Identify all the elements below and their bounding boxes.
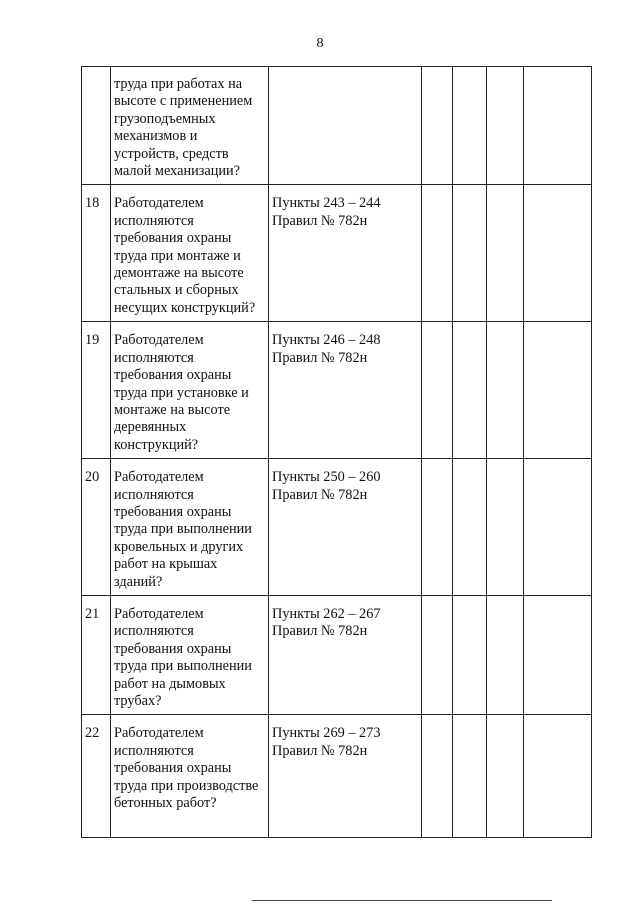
row-question: Работодателем исполняются требования охраны труда при монтаже и демонтаже на высоте стальных и сборных несущих конструкций?: [111, 185, 269, 322]
table-row: [82, 459, 592, 596]
notes-cell[interactable]: [524, 459, 592, 596]
page-number: 8: [316, 36, 324, 51]
answer-cell-yes[interactable]: [422, 322, 453, 459]
answer-cell-yes[interactable]: [422, 67, 453, 185]
reference-points: Пункты 250 – 260: [272, 469, 381, 486]
answer-cell-no[interactable]: [453, 322, 487, 459]
reference-rules: Правил № 782н: [272, 742, 368, 759]
row-number: 22: [82, 715, 111, 838]
row-number: 20: [82, 459, 111, 596]
table-row: [82, 185, 592, 322]
row-reference: [269, 595, 422, 714]
row-question: Работодателем исполняются требования охраны труда при установке и монтаже на высоте деревянных конструкций?: [111, 322, 269, 459]
row-reference: [269, 459, 422, 596]
row-reference: [269, 67, 422, 185]
row-question: Работодателем исполняются требования охраны труда при выполнении кровельных и других работ на крышах зданий?: [111, 459, 269, 596]
reference-points: Пункты 246 – 248: [272, 332, 381, 349]
answer-cell-no[interactable]: [453, 715, 487, 838]
row-reference: [269, 322, 422, 459]
row-question: Работодателем исполняются требования охраны труда при производстве бетонных работ?: [111, 715, 269, 838]
row-number: 18: [82, 185, 111, 322]
answer-cell-yes[interactable]: [422, 185, 453, 322]
answer-cell-not-applicable[interactable]: [487, 67, 524, 185]
notes-cell[interactable]: [524, 67, 592, 185]
reference-rules: Правил № 782н: [272, 623, 368, 640]
answer-cell-yes[interactable]: [422, 459, 453, 596]
notes-cell[interactable]: [524, 185, 592, 322]
reference-points: Пункты 243 – 244: [272, 195, 381, 212]
answer-cell-not-applicable[interactable]: [487, 715, 524, 838]
notes-cell[interactable]: [524, 715, 592, 838]
row-reference: [269, 185, 422, 322]
answer-cell-no[interactable]: [453, 459, 487, 596]
row-number: 19: [82, 322, 111, 459]
reference-points: Пункты 262 – 267: [272, 605, 381, 622]
row-reference: [269, 715, 422, 838]
notes-cell[interactable]: [524, 595, 592, 714]
answer-cell-not-applicable[interactable]: [487, 185, 524, 322]
row-question: Работодателем исполняются требования охраны труда при выполнении работ на дымовых трубах?: [111, 595, 269, 714]
answer-cell-not-applicable[interactable]: [487, 322, 524, 459]
answer-cell-no[interactable]: [453, 185, 487, 322]
reference-points: Пункты 269 – 273: [272, 725, 381, 742]
answer-cell-yes[interactable]: [422, 595, 453, 714]
reference-rules: Правил № 782н: [272, 486, 368, 503]
checklist-table-wrapper: [81, 66, 592, 838]
answer-cell-no[interactable]: [453, 595, 487, 714]
table-row: [82, 67, 592, 185]
reference-rules: Правил № 782н: [272, 349, 368, 366]
row-number: 21: [82, 595, 111, 714]
reference-rules: Правил № 782н: [272, 212, 368, 229]
notes-cell[interactable]: [524, 322, 592, 459]
scan-edge-line: [252, 900, 552, 901]
table-row: [82, 595, 592, 714]
answer-cell-not-applicable[interactable]: [487, 595, 524, 714]
table-row: [82, 715, 592, 838]
checklist-table: [81, 66, 592, 838]
row-number: [82, 67, 111, 185]
answer-cell-no[interactable]: [453, 67, 487, 185]
row-question: труда при работах на высоте с применением грузоподъемных механизмов и устройств, средств малой механизации?: [111, 67, 269, 185]
answer-cell-yes[interactable]: [422, 715, 453, 838]
table-row: [82, 322, 592, 459]
answer-cell-not-applicable[interactable]: [487, 459, 524, 596]
